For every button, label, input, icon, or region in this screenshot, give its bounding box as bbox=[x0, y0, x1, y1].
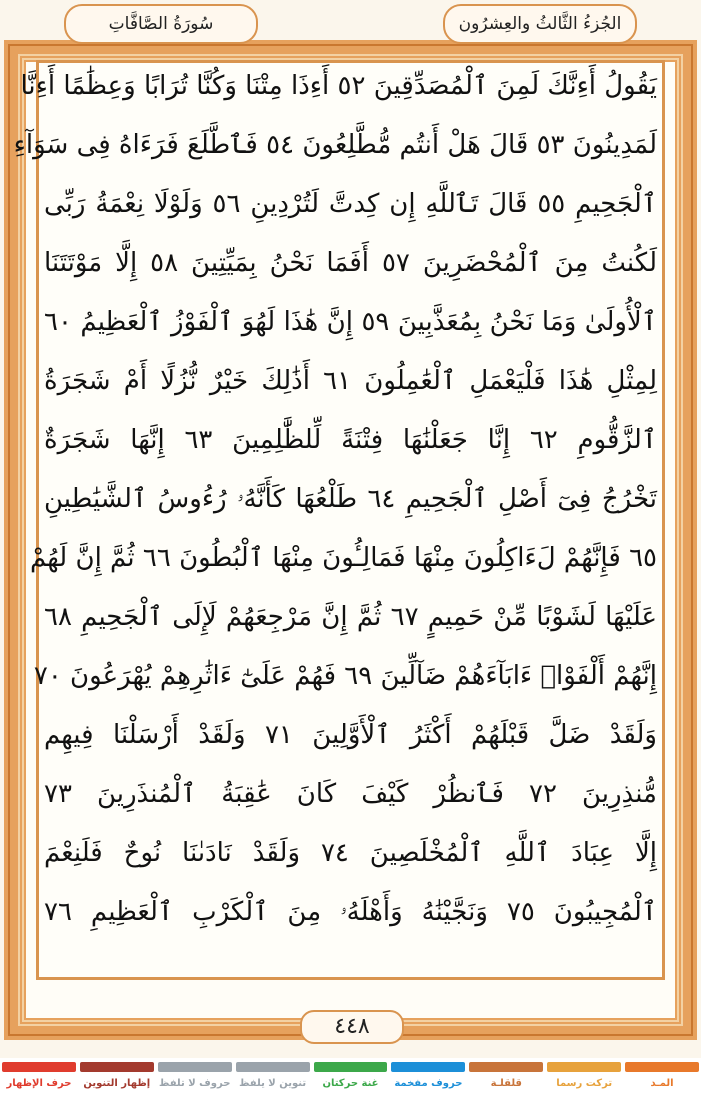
verse-line: يَقُولُ أَءِنَّكَ لَمِنَ ٱلْمُصَدِّقِينَ ٥٢ أَءِذَا مِتْنَا وَكُنَّا تُرَابًا وَعِظَٰمًا أَءِنَّا bbox=[20, 71, 657, 101]
verse-line: ٱلْأُولَىٰ وَمَا نَحْنُ بِمُعَذَّبِينَ ٥٩ إِنَّ هَٰذَا لَهُوَ ٱلْفَوْزُ ٱلْعَظِيمُ ٦٠ bbox=[44, 307, 657, 337]
verse-line: تَخْرُجُ فِىٓ أَصْلِ ٱلْجَحِيمِ ٦٤ طَلْعُهَا كَأَنَّهُۥ رُءُوسُ ٱلشَّيَٰطِينِ bbox=[44, 484, 657, 514]
legend-label: إظهار التنوين bbox=[83, 1078, 151, 1089]
verse-line: مُّنذِرِينَ ٧٢ فَٱنظُرْ كَيْفَ كَانَ عَٰقِبَةُ ٱلْمُنذَرِينَ ٧٣ bbox=[44, 779, 657, 809]
legend-color-swatch bbox=[236, 1062, 310, 1072]
verse-line: إِلَّا عِبَادَ ٱللَّهِ ٱلْمُخْلَصِينَ ٧٤ وَلَقَدْ نَادَىٰنَا نُوحٌ فَلَنِعْمَ bbox=[44, 838, 657, 868]
legend-color-swatch bbox=[391, 1062, 465, 1072]
legend-label: حروف لا تلفظ bbox=[158, 1078, 231, 1089]
legend-item bbox=[78, 1058, 156, 1101]
legend-color-swatch bbox=[625, 1062, 699, 1072]
legend-label: المـد bbox=[650, 1078, 674, 1089]
legend-item bbox=[623, 1058, 701, 1101]
legend-color-swatch bbox=[158, 1062, 232, 1072]
legend-label: تركت رسما bbox=[556, 1078, 613, 1089]
legend-item bbox=[545, 1058, 623, 1101]
legend-label: غنة حركتان bbox=[322, 1078, 379, 1089]
verse-line: إِنَّهُمْ أَلْفَوْا۟ ءَابَآءَهُمْ ضَآلِّينَ ٦٩ فَهُمْ عَلَىٰٓ ءَاثَٰرِهِمْ يُهْرَعُونَ ٧٠ bbox=[33, 661, 657, 691]
legend-label: تنوين لا يلفظ bbox=[239, 1078, 307, 1089]
legend-item bbox=[0, 1058, 78, 1101]
legend-label: حرف الإظهار bbox=[6, 1078, 72, 1089]
legend-label: حروف مفخمة bbox=[394, 1078, 463, 1089]
verse-line: لَكُنتُ مِنَ ٱلْمُحْضَرِينَ ٥٧ أَفَمَا نَحْنُ بِمَيِّتِينَ ٥٨ إِلَّا مَوْتَتَنَا bbox=[44, 248, 657, 278]
surah-title: سُورَةُ الصَّافَّاتِ bbox=[64, 4, 258, 44]
legend-item bbox=[156, 1058, 234, 1101]
legend-label: قلقلـة bbox=[490, 1078, 522, 1089]
page-number: ٤٤٨ bbox=[300, 1010, 404, 1044]
legend-color-swatch bbox=[547, 1062, 621, 1072]
legend-color-swatch bbox=[469, 1062, 543, 1072]
legend-item bbox=[312, 1058, 390, 1101]
juz-title: الجُزءُ الثَّالثُ والعِشرُون bbox=[443, 4, 637, 44]
verse-line: وَلَقَدْ ضَلَّ قَبْلَهُمْ أَكْثَرُ ٱلْأَوَّلِينَ ٧١ وَلَقَدْ أَرْسَلْنَا فِيهِم bbox=[44, 720, 657, 750]
verse-line: ٱلْجَحِيمِ ٥٥ قَالَ تَٱللَّهِ إِن كِدتَّ لَتُرْدِينِ ٥٦ وَلَوْلَا نِعْمَةُ رَبِّى bbox=[44, 189, 658, 219]
verse-line: ٦٥ فَإِنَّهُمْ لَءَاكِلُونَ مِنْهَا فَمَالِـُٔونَ مِنْهَا ٱلْبُطُونَ ٦٦ ثُمَّ إِنَّ لَهُمْ bbox=[30, 543, 657, 573]
verse-line: ٱلْمُجِيبُونَ ٧٥ وَنَجَّيْنَٰهُ وَأَهْلَهُۥ مِنَ ٱلْكَرْبِ ٱلْعَظِيمِ ٧٦ bbox=[44, 897, 657, 927]
tajweed-legend bbox=[0, 1058, 701, 1101]
legend-item bbox=[467, 1058, 545, 1101]
verse-line: لَمَدِينُونَ ٥٣ قَالَ هَلْ أَنتُم مُّطَّلِعُونَ ٥٤ فَٱطَّلَعَ فَرَءَاهُ فِى سَوَآءِ bbox=[13, 130, 657, 160]
legend-color-swatch bbox=[314, 1062, 388, 1072]
legend-color-swatch bbox=[80, 1062, 154, 1072]
verse-line: عَلَيْهَا لَشَوْبًا مِّنْ حَمِيمٍ ٦٧ ثُمَّ إِنَّ مَرْجِعَهُمْ لَإِلَى ٱلْجَحِيمِ ٦٨ bbox=[44, 602, 657, 632]
legend-color-swatch bbox=[2, 1062, 76, 1072]
verse-line: ٱلزَّقُّومِ ٦٢ إِنَّا جَعَلْنَٰهَا فِتْنَةً لِّلظَّٰلِمِينَ ٦٣ إِنَّهَا شَجَرَةٌ bbox=[44, 425, 657, 455]
verse-line: لِمِثْلِ هَٰذَا فَلْيَعْمَلِ ٱلْعَٰمِلُونَ ٦١ أَذَٰلِكَ خَيْرٌ نُّزُلًا أَمْ شَجَرَةُ bbox=[44, 366, 657, 396]
verses-block bbox=[13, 66, 658, 966]
legend-item bbox=[234, 1058, 312, 1101]
legend-item bbox=[389, 1058, 467, 1101]
